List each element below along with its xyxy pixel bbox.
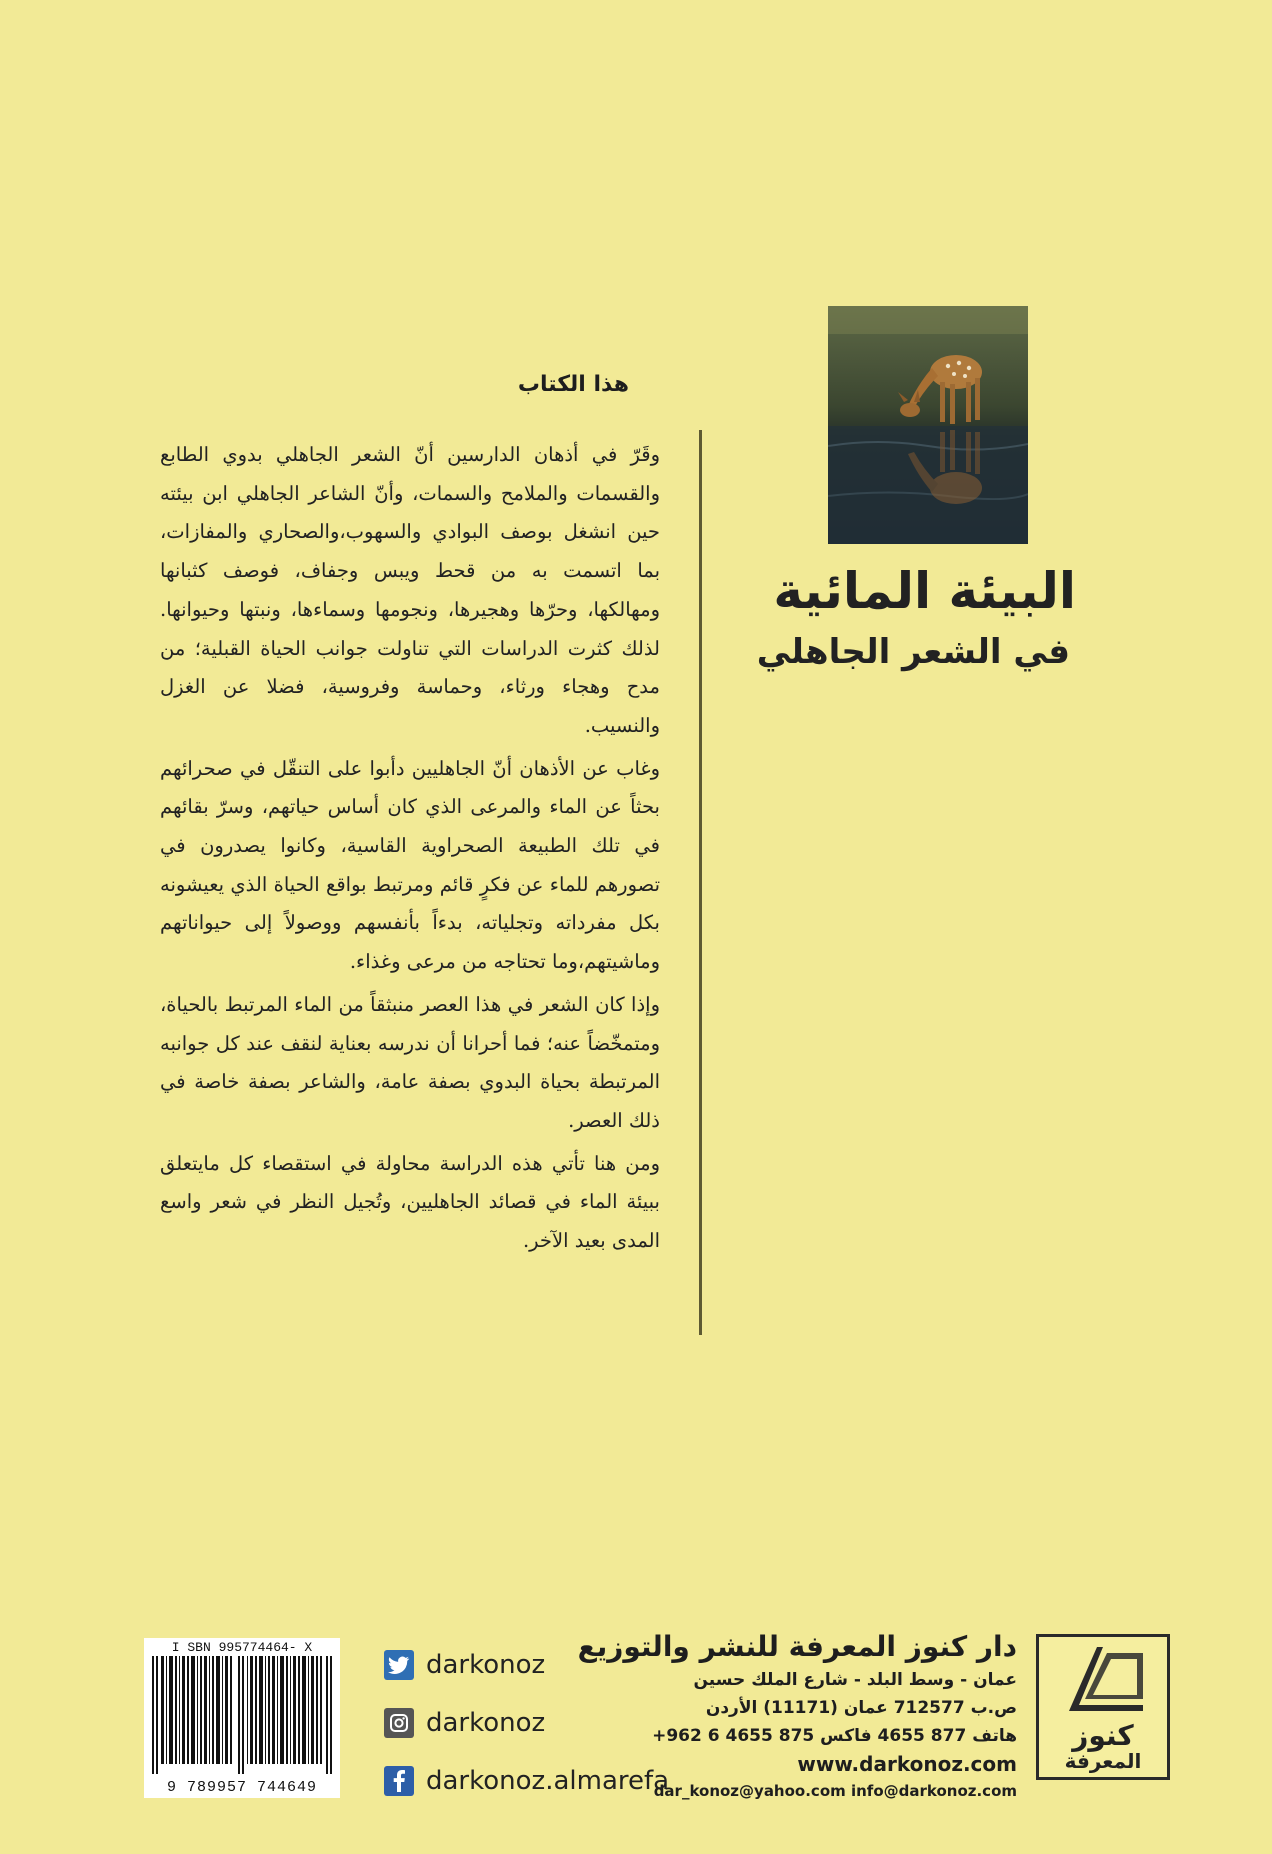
book-logo-icon [1039, 1637, 1167, 1719]
facebook-icon [384, 1766, 414, 1796]
vertical-divider [699, 430, 702, 1335]
publisher-logo [1036, 1634, 1170, 1780]
publisher-name: دار كنوز المعرفة للنشر والتوزيع [577, 1630, 1017, 1663]
book-title: البيئة المائية [773, 562, 1076, 620]
barcode-bars-icon [150, 1656, 334, 1774]
about-book-heading: هذا الكتاب [517, 372, 629, 397]
book-subtitle: في الشعر الجاهلي [756, 632, 1070, 672]
isbn-barcode [144, 1638, 340, 1798]
cover-photo-fawn [828, 306, 1028, 544]
publisher-pobox: ص.ب 712577 عمان (11171) الأردن [705, 1698, 1017, 1718]
isbn-digits: 9 789957 744649 [166, 1779, 318, 1796]
about-paragraph: ومن هنا تأتي هذه الدراسة محاولة في استقصاء كل مايتعلق ببيئة الماء في قصائد الجاهليين، وتُجيل النظر في شعر واسع المدى بعيد الآخر. [160, 1151, 660, 1253]
publisher-phone: هاتف 877 4655 فاكس 875 4655 6 962+ [652, 1726, 1017, 1746]
logo-text-konoz: كنوز [1072, 1719, 1134, 1752]
instagram-handle: darkonoz [426, 1708, 546, 1738]
publisher-address: عمان - وسط البلد - شارع الملك حسين [693, 1670, 1017, 1690]
publisher-emails[interactable]: dar_konoz@yahoo.com info@darkonoz.com [653, 1782, 1017, 1800]
logo-text-almarefa: المعرفة [1064, 1749, 1142, 1773]
twitter-icon [384, 1650, 414, 1680]
about-paragraph: وقَرّ في أذهان الدارسين أنّ الشعر الجاهلي بدوي الطابع والقسمات والملامح والسمات، وأنّ الشاعر الجاهلي ابن بيئته حين انشغل بوصف البوادي والسهوب،والصحاري والمفازات، بما اتسمت به من قحط ويبس وجفاف، فوصف كثبانها ومهالكها، وحرّها وهجيرها، ونجومها وسماءها، ونبتها وحيوانها. لذلك كثرت الدراسات التي تناولت جوانب الحياة القبلية؛ من مدح وهجاء ورثاء، وحماسة وفروسية، فضلا عن الغزل والنسيب. [160, 443, 660, 737]
about-paragraph: وغاب عن الأذهان أنّ الجاهليين دأبوا على التنقّل في صحرائهم بحثاً عن الماء والمرعى الذي كان أساس حياتهم، وسرّ بقائهم في تلك الطبيعة الصحراوية القاسية، وكانوا يصدرون في تصورهم للماء عن فكرٍ قائم ومرتبط بواقع الحياة الذي يعيشونه بكل مفرداته وتجلياته، بدءاً بأنفسهم ووصولاً إلى حيواناتهم وماشيتهم،وما تحتاجه من مرعى وغذاء. [160, 756, 660, 974]
instagram-icon [384, 1708, 414, 1738]
about-book-text [160, 436, 660, 1265]
about-paragraph: وإذا كان الشعر في هذا العصر منبثقاً من الماء المرتبط بالحياة، ومتمخّضاً عنه؛ فما أحرانا أن ندرسه بعناية لنقف عند كل جوانبه المرتبطة بحياة البدوي بصفة عامة، والشاعر بصفة خاصة في ذلك العصر. [160, 992, 660, 1132]
social-facebook[interactable] [384, 1764, 669, 1798]
isbn-label: I SBN 995774464- X [171, 1640, 313, 1655]
publisher-website[interactable]: www.darkonoz.com [797, 1752, 1017, 1776]
social-twitter[interactable] [384, 1648, 545, 1682]
social-instagram[interactable] [384, 1706, 545, 1740]
twitter-handle: darkonoz [426, 1650, 546, 1680]
facebook-handle: darkonoz.almarefa [426, 1766, 670, 1796]
